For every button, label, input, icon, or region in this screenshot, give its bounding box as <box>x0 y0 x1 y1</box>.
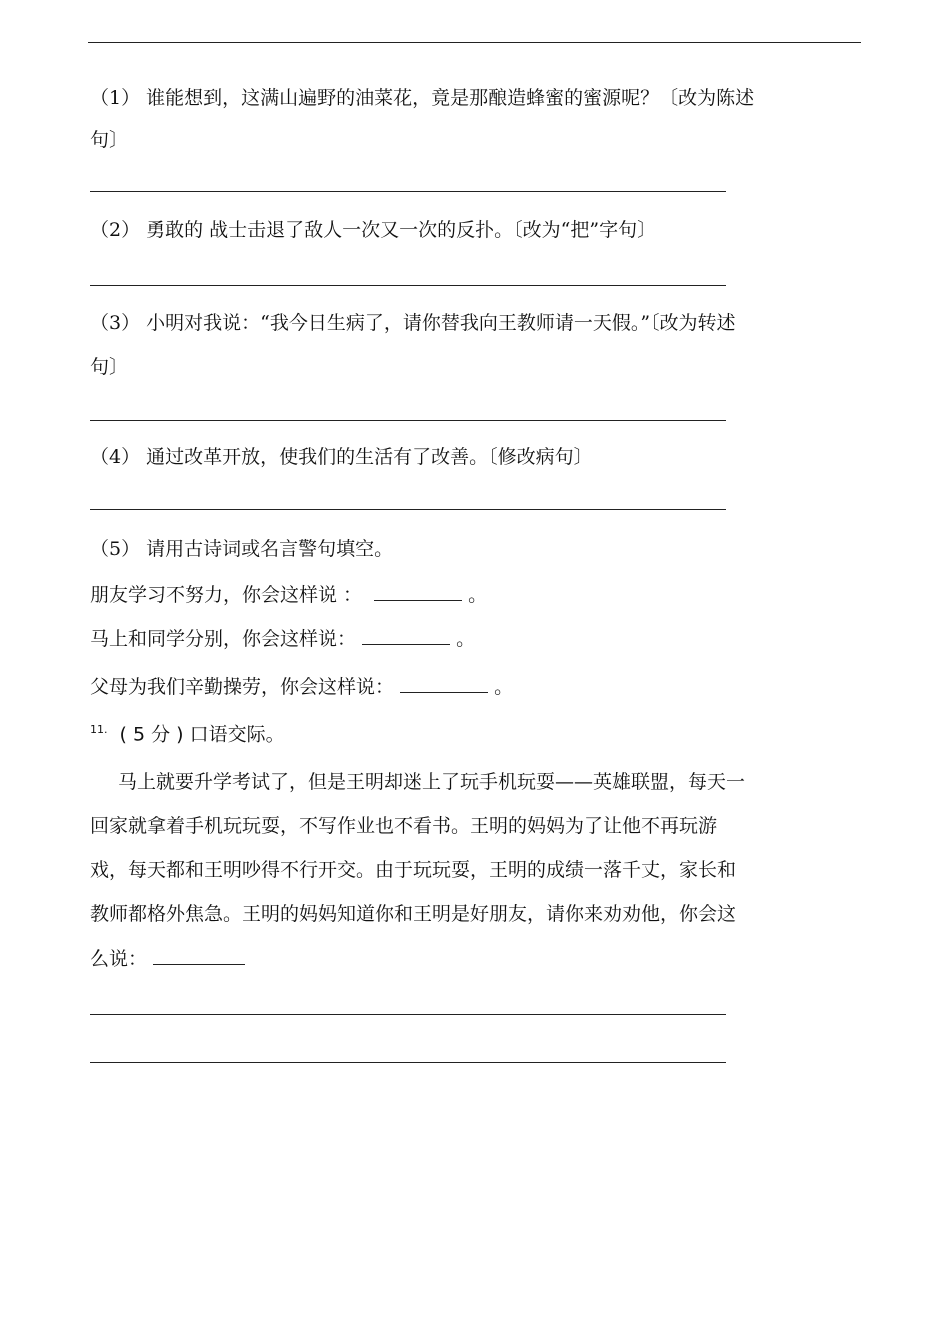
q5-item-1-end: 。 <box>468 584 488 606</box>
q4-answer-line[interactable] <box>90 509 726 510</box>
q5-item-2-prompt: 马上和同学分别，你会这样说： <box>90 628 357 650</box>
q4-text: （4） 通过改革开放，使我们的生活有了改善。〔修改病句〕 <box>90 446 593 468</box>
q5-title: （5） 请用古诗词或名言警句填空。 <box>90 538 394 560</box>
q5-item-3 <box>90 672 513 701</box>
q5-item-2-end: 。 <box>456 628 476 650</box>
q5-item-3-end: 。 <box>494 676 514 698</box>
q11-para-line-5-text: 么说： <box>90 948 148 970</box>
q1-line-1: （1） 谁能想到，这满山遍野的油菜花，竟是那酿造蜂蜜的蜜源呢？〔改为陈述 <box>90 87 755 109</box>
q11-title: 口语交际。 <box>189 723 285 746</box>
q5-item-1 <box>90 580 487 609</box>
q11-answer-line-2[interactable] <box>90 1062 726 1063</box>
q11-para-line-3: 戏，每天都和王明吵得不行开交。由于玩玩耍，王明的成绩一落千丈，家长和 <box>90 859 737 881</box>
q11-number: 11. <box>90 723 108 736</box>
q3-line-1: （3） 小明对我说：“我今日生病了，请你替我向王教师请一天假。”〔改为转述 <box>90 312 736 334</box>
q11-para-line-4: 教师都格外焦急。王明的妈妈知道你和王明是好朋友，请你来劝劝他，你会这 <box>90 903 737 925</box>
q1-answer-line[interactable] <box>90 191 726 192</box>
q1-line-2: 句〕 <box>90 129 129 151</box>
q5-item-2 <box>90 624 475 653</box>
q5-item-1-prompt: 朋友学习不努力，你会这样说 ： <box>90 584 363 606</box>
q2-text: （2） 勇敢的 战士击退了敌人一次又一次的反扑。〔改为“把”字句〕 <box>90 219 657 241</box>
q2-answer-line[interactable] <box>90 285 726 286</box>
q11-para-line-2: 回家就拿着手机玩玩耍，不写作业也不看书。王明的妈妈为了让他不再玩游 <box>90 815 718 837</box>
q11-inline-blank[interactable] <box>153 944 245 965</box>
q3-line-2: 句〕 <box>90 356 129 378</box>
page-top-rule <box>88 42 861 43</box>
q11-score: ( 5 分 ) <box>119 723 184 746</box>
q5-item-2-blank[interactable] <box>362 624 450 645</box>
q5-item-3-blank[interactable] <box>400 672 488 693</box>
q5-item-1-blank[interactable] <box>374 580 462 601</box>
q11-para-line-1: 马上就要升学考试了，但是王明却迷上了玩手机玩耍——英雄联盟，每天一 <box>118 771 746 793</box>
q11-para-line-5 <box>90 944 245 973</box>
q5-item-3-prompt: 父母为我们辛勤操劳，你会这样说： <box>90 676 395 698</box>
q11-heading <box>90 716 285 748</box>
q3-answer-line[interactable] <box>90 420 726 421</box>
q11-answer-line-1[interactable] <box>90 1014 726 1015</box>
